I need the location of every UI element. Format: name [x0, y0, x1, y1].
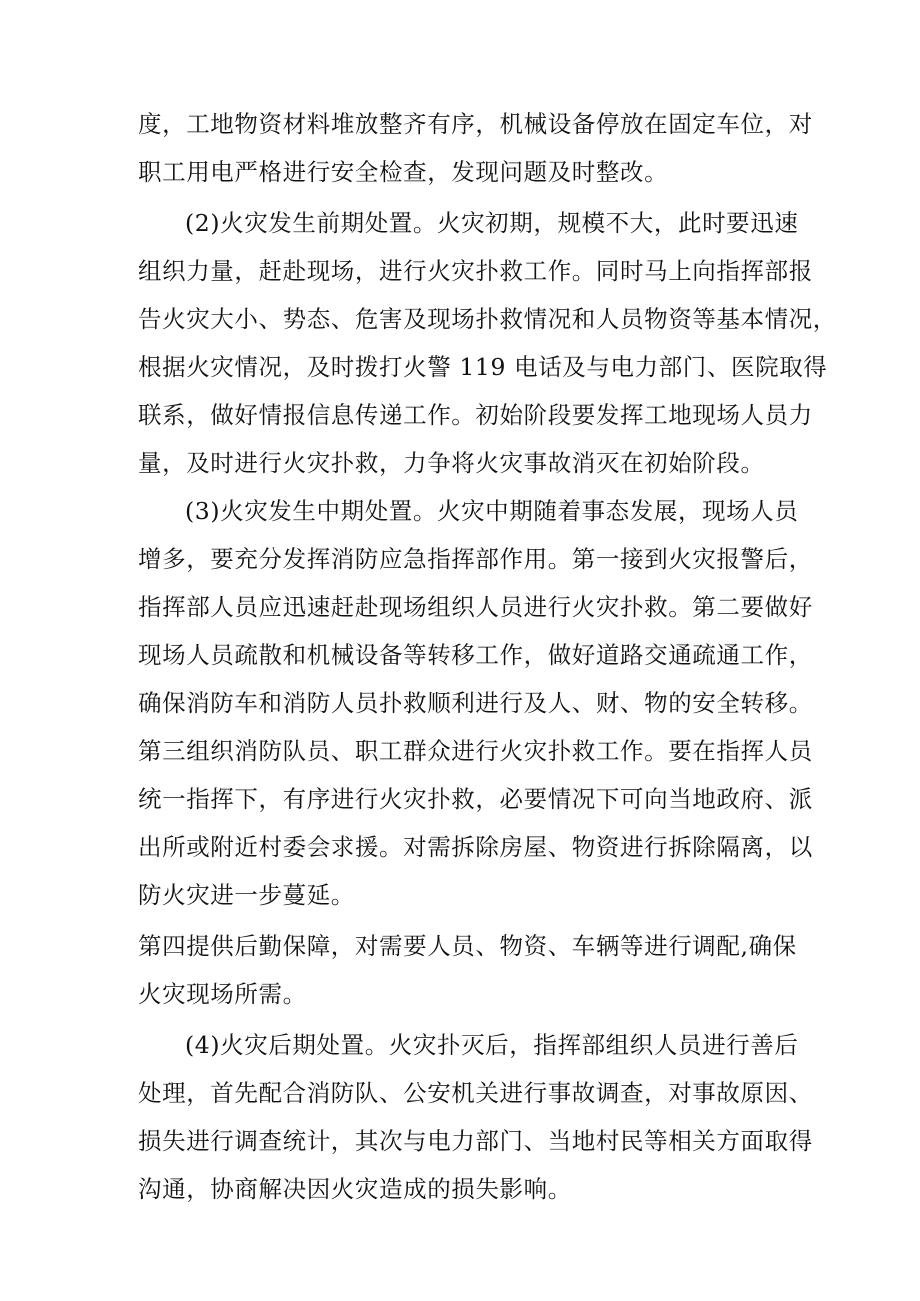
paragraph-line: 防火灾进一步蔓延。 — [138, 881, 355, 909]
paragraph-line: 职工用电严格进行安全检查，发现问题及时整改。 — [138, 158, 669, 186]
paragraph-line: 度，工地物资材料堆放整齐有序，机械设备停放在固定车位，对 — [138, 110, 813, 138]
paragraph-line: 增多，要充分发挥消防应急指挥部作用。第一接到火灾报警后， — [138, 545, 813, 573]
paragraph-line: 火灾现场所需。 — [138, 980, 307, 1008]
paragraph-line: 损失进行调查统计，其次与电力部门、当地村民等相关方面取得 — [138, 1127, 813, 1155]
paragraph-line: 组织力量，赶赴现场，进行火灾扑救工作。同时马上向指挥部报 — [138, 257, 813, 285]
paragraph-line: 出所或附近村委会求援。对需拆除房屋、物资进行拆除隔离，以 — [138, 833, 813, 861]
paragraph-line: 现场人员疏散和机械设备等转移工作，做好道路交通疏通工作， — [138, 641, 813, 669]
paragraph-line: (2)火灾发生前期处置。火灾初期，规模不大，此时要迅速 — [185, 209, 799, 237]
paragraph-line: (4)火灾后期处置。火灾扑灭后，指挥部组织人员进行善后 — [185, 1031, 799, 1059]
paragraph-line: 沟通，协商解决因火灾造成的损失影响。 — [138, 1175, 572, 1203]
paragraph-line: 指挥部人员应迅速赶赴现场组织人员进行火灾扑救。第二要做好 — [138, 593, 813, 621]
paragraph-line: (3)火灾发生中期处置。火灾中期随着事态发展，现场人员 — [185, 497, 799, 525]
paragraph-line: 量，及时进行火灾扑救，力争将火灾事故消灭在初始阶段。 — [138, 449, 765, 477]
paragraph-line: 确保消防车和消防人员扑救顺利进行及人、财、物的安全转移。 — [138, 689, 813, 717]
paragraph-line: 处理，首先配合消防队、公安机关进行事故调查，对事故原因、 — [138, 1079, 813, 1107]
paragraph-line: 联系，做好情报信息传递工作。初始阶段要发挥工地现场人员力 — [138, 401, 813, 429]
paragraph-line: 第三组织消防队员、职工群众进行火灾扑救工作。要在指挥人员 — [138, 737, 813, 765]
paragraph-line: 告火灾大小、势态、危害及现场扑救情况和人员物资等基本情况， — [138, 305, 837, 333]
paragraph-line: 统一指挥下，有序进行火灾扑救，必要情况下可向当地政府、派 — [138, 785, 813, 813]
paragraph-line: 第四提供后勤保障，对需要人员、物资、车辆等进行调配,确保 — [138, 932, 797, 960]
paragraph-line: 根据火灾情况，及时拨打火警 119 电话及与电力部门、医院取得 — [138, 353, 828, 381]
